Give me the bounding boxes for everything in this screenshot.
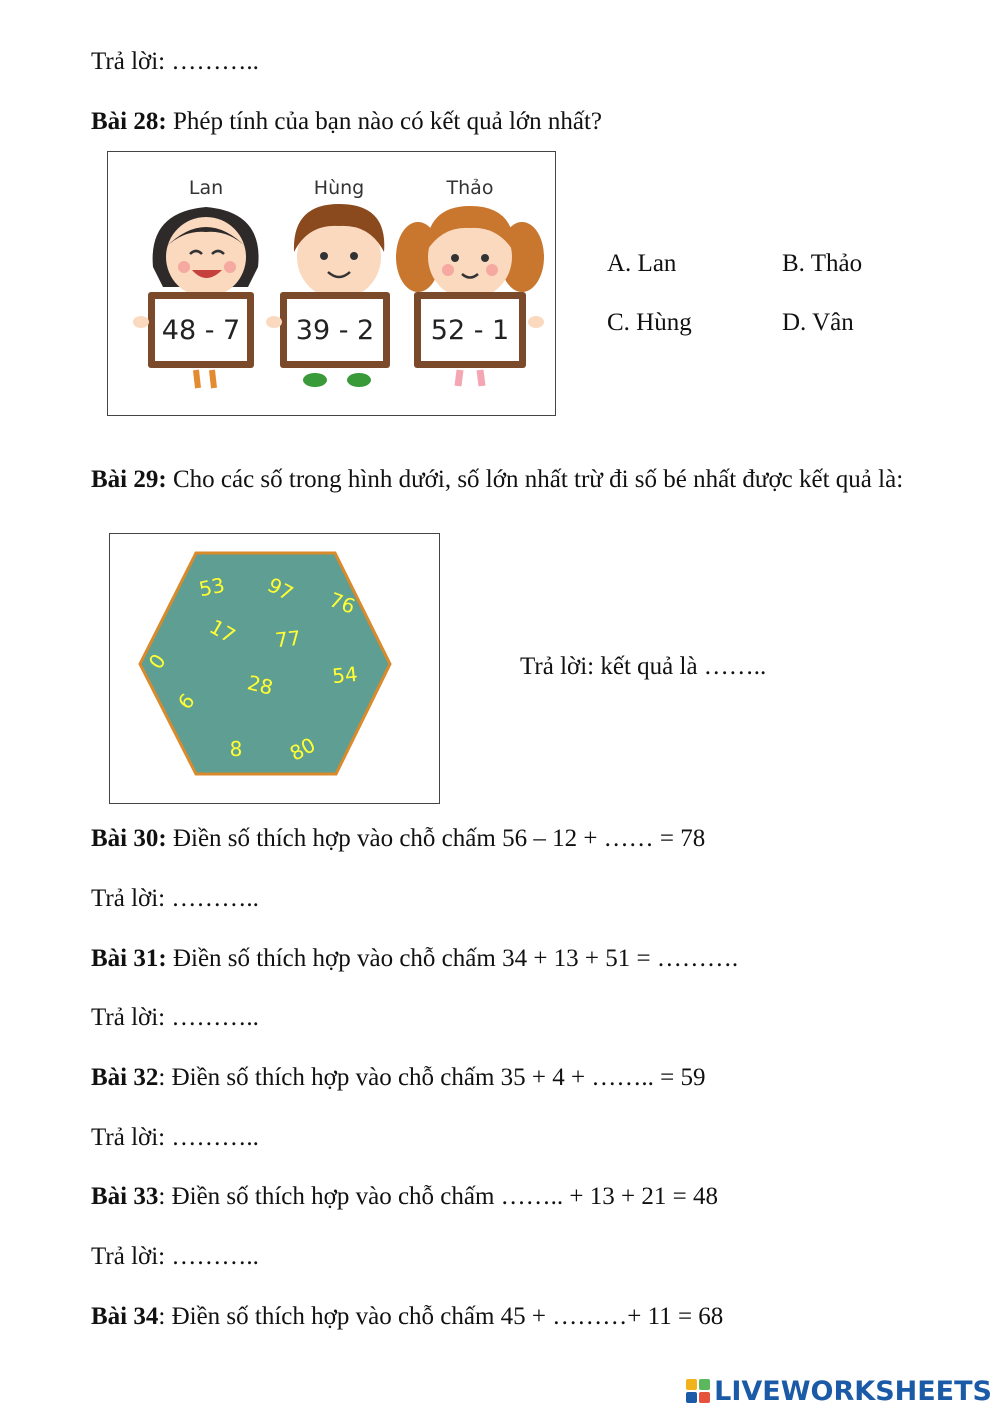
question-number: Bài 32: [91, 1064, 159, 1091]
answer-label: Trả lời:: [91, 48, 166, 75]
question-text: Cho các số trong hình dưới, số lớn nhất trừ đi số bé nhất được kết quả là:: [172, 466, 904, 493]
hex-number: 17: [205, 614, 240, 648]
board-expr-hung: 39 - 2: [295, 315, 375, 346]
hex-number: 28: [244, 670, 276, 700]
hex-number: 80: [285, 732, 320, 766]
hex-number: 76: [326, 587, 359, 619]
question-number: Bài 29:: [91, 466, 167, 493]
hexagon-numbers: [110, 534, 439, 803]
question-text: Phép tính của bạn nào có kết quả lớn nhất?: [172, 108, 603, 135]
liveworksheets-logo[interactable]: [686, 1374, 992, 1408]
kid-name-lan: Lan: [188, 177, 224, 199]
hex-number: 97: [263, 572, 298, 606]
kid-thao: [396, 177, 544, 386]
question-text: Điền số thích hợp vào chỗ chấm 56 – 12 + …… = 78: [172, 825, 706, 852]
question-text: : Điền số thích hợp vào chỗ chấm 35 + 4 + …….. = 59: [158, 1064, 706, 1091]
question-number: Bài 34: [91, 1303, 159, 1330]
logo-text: LIVEWORKSHEETS: [714, 1375, 992, 1407]
option-c[interactable]: C. Hùng: [607, 309, 692, 336]
question-32: [91, 1063, 705, 1093]
question-text: Điền số thích hợp vào chỗ chấm 34 + 13 + 51 = ……….: [172, 945, 739, 972]
answer-33[interactable]: Trả lời: ………..: [91, 1243, 259, 1270]
option-d[interactable]: D. Vân: [782, 309, 854, 336]
answer-32[interactable]: Trả lời: ………..: [91, 1124, 259, 1151]
hex-number: 8: [229, 737, 243, 761]
question-number: Bài 33: [91, 1183, 159, 1210]
answer-blank[interactable]: ………..: [171, 48, 259, 75]
kid-hung: [266, 177, 390, 387]
hexagon-figure: [109, 533, 440, 804]
hex-number: 0: [143, 649, 171, 674]
question-28: [91, 107, 602, 137]
question-number: Bài 31:: [91, 945, 167, 972]
option-a[interactable]: A. Lan: [607, 250, 677, 277]
board-expr-thao: 52 - 1: [430, 315, 510, 346]
question-29: [91, 465, 903, 495]
question-number: Bài 28:: [91, 108, 167, 135]
answer-29[interactable]: Trả lời: kết quả là ……..: [520, 653, 767, 680]
answer-30[interactable]: Trả lời: ………..: [91, 885, 259, 912]
question-34: [91, 1302, 723, 1332]
hex-number: 53: [196, 572, 227, 602]
question-number: Bài 30:: [91, 825, 167, 852]
question-text: : Điền số thích hợp vào chỗ chấm …….. + 13 + 21 = 48: [158, 1183, 718, 1210]
kid-lan: [133, 177, 259, 388]
question-33: [91, 1182, 718, 1212]
kid-name-hung: Hùng: [313, 177, 365, 199]
kid-name-thao: Thảo: [446, 177, 494, 199]
logo-icon: [686, 1379, 710, 1403]
board-expr-lan: 48 - 7: [161, 315, 241, 346]
question-30: [91, 824, 705, 854]
answer-line-top: [91, 47, 259, 77]
hex-number: 54: [330, 661, 359, 689]
hex-number: 77: [273, 625, 302, 653]
question-31: [91, 944, 738, 974]
answer-31[interactable]: Trả lời: ………..: [91, 1004, 259, 1031]
option-b[interactable]: B. Thảo: [782, 250, 863, 277]
question-text: : Điền số thích hợp vào chỗ chấm 45 + ………+ 11 = 68: [158, 1303, 724, 1330]
hex-number: 6: [172, 688, 200, 714]
kids-illustration: [108, 152, 555, 415]
kids-figure: [107, 151, 556, 416]
